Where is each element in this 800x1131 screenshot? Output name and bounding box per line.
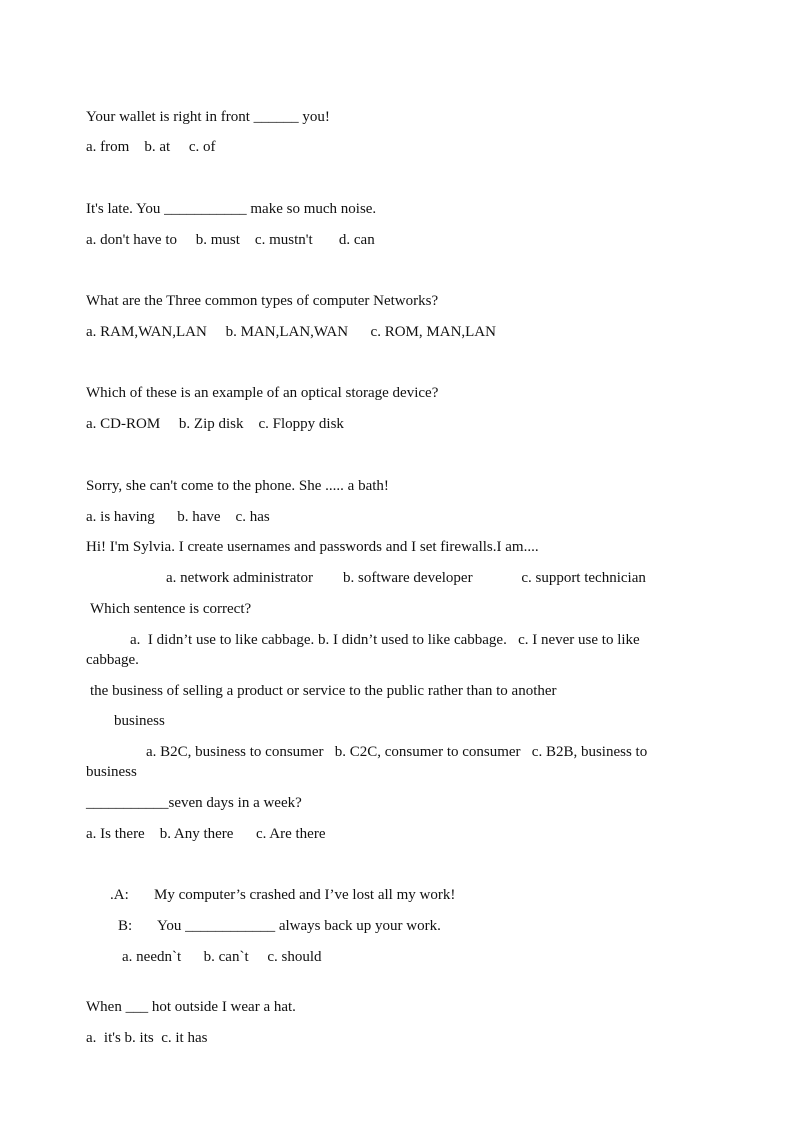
question-4-prompt: Which of these is an example of an optical storage device? (86, 385, 439, 401)
question-7-options-line-2: cabbage. (86, 652, 139, 668)
question-3-options: a. RAM,WAN,LAN b. MAN,LAN,WAN c. ROM, MAN,LAN (86, 324, 496, 340)
question-7-options-line-1: a. I didn’t use to like cabbage. b. I didn’t used to like cabbage. c. I never use to like (130, 632, 640, 648)
question-6-prompt: Hi! I'm Sylvia. I create usernames and passwords and I set firewalls.I am.... (86, 539, 539, 555)
question-1-options: a. from b. at c. of (86, 139, 216, 155)
question-7-prompt: Which sentence is correct? (90, 601, 252, 617)
question-2-options: a. don't have to b. must c. mustn't d. can (86, 232, 375, 248)
question-8-prompt-line-2: business (114, 713, 165, 729)
question-10-options: a. needn`t b. can`t c. should (122, 949, 322, 965)
question-11-prompt: When ___ hot outside I wear a hat. (86, 999, 296, 1015)
question-11-options: a. it's b. its c. it has (86, 1030, 208, 1046)
question-8-prompt-line-1: the business of selling a product or service to the public rather than to another (90, 683, 557, 699)
question-8-options-line-2: business (86, 764, 137, 780)
question-2-prompt: It's late. You ___________ make so much noise. (86, 201, 377, 217)
question-10-speaker-a-label: .A: (110, 887, 129, 903)
question-10-speaker-a-text: My computer’s crashed and I’ve lost all my work! (154, 887, 456, 903)
question-1-prompt: Your wallet is right in front ______ you! (86, 109, 330, 125)
question-5-options: a. is having b. have c. has (86, 509, 270, 525)
question-5-prompt: Sorry, she can't come to the phone. She ..... a bath! (86, 478, 389, 494)
question-10-speaker-b-label: B: (118, 918, 133, 934)
question-3-prompt: What are the Three common types of computer Networks? (86, 293, 439, 309)
question-9-options: a. Is there b. Any there c. Are there (86, 826, 326, 842)
question-9-prompt: ___________seven days in a week? (86, 795, 302, 811)
question-4-options: a. CD-ROM b. Zip disk c. Floppy disk (86, 416, 344, 432)
question-6-options: a. network administrator b. software developer c. support technician (166, 570, 646, 586)
question-10-speaker-b-text: You ____________ always back up your work. (157, 918, 441, 934)
question-8-options-line-1: a. B2C, business to consumer b. C2C, consumer to consumer c. B2B, business to (146, 744, 648, 760)
